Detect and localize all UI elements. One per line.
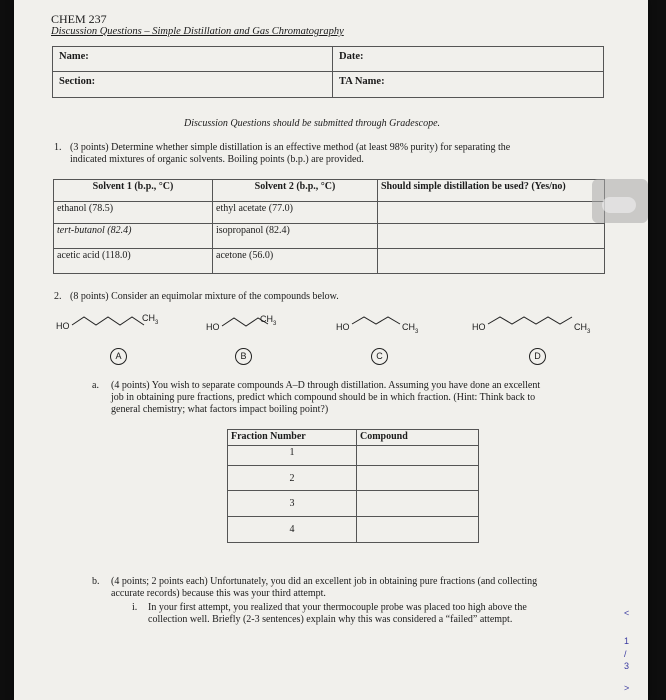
part-b-i-marker: i. (132, 602, 138, 613)
solvent-table (53, 179, 605, 274)
fraction-number-cell: 1 (228, 446, 357, 466)
section-label: Section: (53, 72, 333, 98)
table-row (54, 202, 605, 224)
fraction-number-cell: 4 (228, 517, 357, 543)
solvent-1-header: Solvent 1 (b.p., °C) (54, 180, 213, 202)
solvent-2-header: Solvent 2 (b.p., °C) (213, 180, 378, 202)
table-row (228, 466, 479, 491)
part-a-text-line3: general chemistry; what factors impact boiling point?) (111, 404, 329, 415)
part-b-text-line1: (4 points; 2 points each) Unfortunately, you did an excellent job in obtaining pure fractions (and collecting (111, 576, 538, 587)
worksheet-subtitle: Discussion Questions – Simple Distillation and Gas Chromatography (51, 26, 344, 37)
part-b-i-text-line2: collection well. Briefly (2-3 sentences) explain why this was considered a “failed” attempt. (148, 614, 513, 625)
date-label: Date: (333, 47, 604, 72)
next-page-button[interactable]: > (624, 683, 630, 693)
compound-b-methyl: $CH_3$ (260, 314, 277, 327)
table-row (228, 491, 479, 517)
question-1-text-line1: (3 points) Determine whether simple distillation is an effective method (at least 98% purity) for separating the (70, 142, 511, 153)
table-row (228, 446, 479, 466)
yes-no-toggle-overlay[interactable] (592, 179, 648, 223)
part-b-i-text-line1: In your first attempt, you realized that your thermocouple probe was placed too high above the (148, 602, 527, 613)
compound-d-hydroxyl: HO (472, 322, 486, 332)
distillation-header: Should simple distillation be used? (Yes/no) (378, 180, 605, 202)
answer-cell[interactable] (378, 224, 605, 249)
ta-name-label: TA Name: (333, 72, 604, 98)
fraction-number-cell: 3 (228, 491, 357, 517)
part-b-text-line2: accurate records) because this was your third attempt. (111, 588, 326, 599)
student-info-table (52, 46, 604, 98)
part-a-text-line2: job in obtaining pure fractions, predict which compound should be in which fraction. (Hint: Think back to (111, 392, 536, 403)
compound-b-hydroxyl: HO (206, 322, 220, 332)
compound-b-label: B (235, 348, 252, 365)
fraction-table (227, 429, 479, 543)
table-row (54, 249, 605, 274)
compound-a-structure (70, 312, 150, 332)
question-1-text-line2: indicated mixtures of organic solvents. Boiling points (b.p.) are provided. (70, 154, 364, 165)
compound-a-hydroxyl: HO (56, 321, 70, 331)
current-page-number: 1 (624, 636, 630, 646)
solvent-1-cell: tert-butanol (82.4) (54, 224, 213, 249)
answer-cell[interactable] (378, 202, 605, 224)
compound-header: Compound (357, 430, 479, 446)
solvent-1-cell: ethanol (78.5) (54, 202, 213, 224)
compound-c-structure (350, 313, 410, 333)
compound-c-hydroxyl: HO (336, 322, 350, 332)
question-2-number: 2. (54, 291, 62, 302)
compound-d-label: D (529, 348, 546, 365)
question-1-number: 1. (54, 142, 62, 153)
course-title: CHEM 237 (51, 12, 107, 26)
page-separator: / (624, 649, 627, 659)
table-row (54, 224, 605, 249)
table-row (228, 517, 479, 543)
compound-answer-cell[interactable] (357, 466, 479, 491)
fraction-number-header: Fraction Number (228, 430, 357, 446)
total-pages: 3 (624, 661, 630, 671)
submission-instructions: Discussion Questions should be submitted through Gradescope. (184, 118, 441, 129)
compound-answer-cell[interactable] (357, 491, 479, 517)
compound-d-structure (486, 313, 576, 333)
prev-page-button[interactable]: < (624, 608, 630, 618)
compound-answer-cell[interactable] (357, 446, 479, 466)
solvent-2-cell: ethyl acetate (77.0) (213, 202, 378, 224)
compound-d-methyl: $CH_3$ (574, 322, 591, 335)
compound-c-label: C (371, 348, 388, 365)
compound-a-methyl: $CH_3$ (142, 313, 159, 326)
question-2-text: (8 points) Consider an equimolar mixture of the compounds below. (70, 291, 339, 302)
fraction-number-cell: 2 (228, 466, 357, 491)
part-b-marker: b. (92, 576, 100, 587)
compound-a-label: A (110, 348, 127, 365)
toggle-switch[interactable] (602, 197, 636, 213)
solvent-2-cell: isopropanol (82.4) (213, 224, 378, 249)
solvent-1-cell: acetic acid (118.0) (54, 249, 213, 274)
name-label: Name: (53, 47, 333, 72)
compound-c-methyl: $CH_3$ (402, 322, 419, 335)
part-a-text-line1: (4 points) You wish to separate compounds A–D through distillation. Assuming you have done an excellent (111, 380, 541, 391)
answer-cell[interactable] (378, 249, 605, 274)
worksheet-page (14, 0, 648, 700)
part-a-marker: a. (92, 380, 99, 391)
solvent-2-cell: acetone (56.0) (213, 249, 378, 274)
compound-answer-cell[interactable] (357, 517, 479, 543)
